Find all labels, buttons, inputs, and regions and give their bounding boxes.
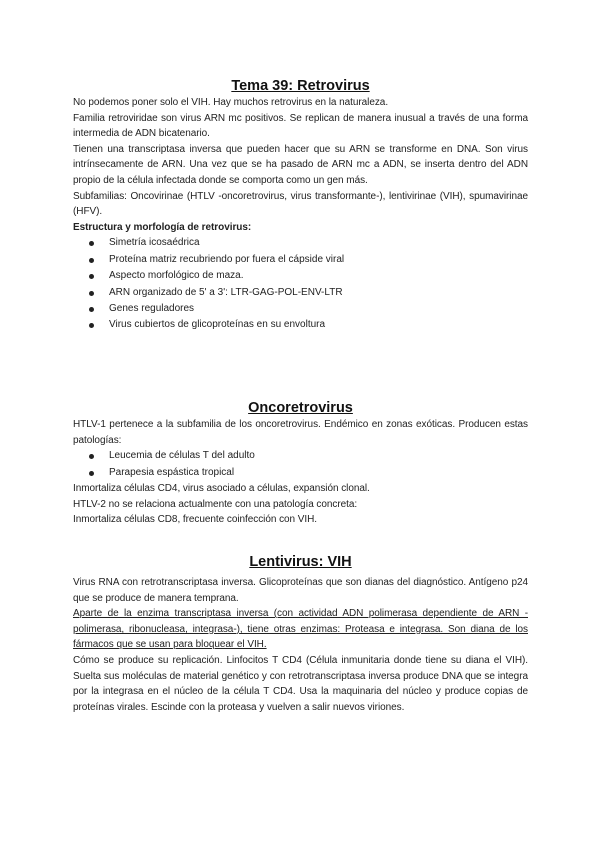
list-item-text: Simetría icosaédrica bbox=[109, 237, 200, 249]
section-title-lentivirus: Lentivirus: VIH bbox=[249, 554, 352, 570]
list-item bbox=[73, 448, 528, 464]
bullet-dot-icon bbox=[89, 454, 94, 459]
bullet-dot-icon bbox=[89, 291, 94, 296]
paragraph: Tienen una transcriptasa inversa que pueden hacer que su ARN se transforme en DNA. Son virus intrínsecamente de ARN. Una vez que se ha pasado de ARN mc a ADN, se inserta dentro del ADN propio de la célula infectada donde se comporta como un gen más. bbox=[73, 143, 528, 186]
section-title-oncoretrovirus: Oncoretrovirus bbox=[248, 400, 353, 416]
list-item bbox=[73, 465, 528, 481]
bullet-dot-icon bbox=[89, 258, 94, 263]
bullet-dot-icon bbox=[89, 274, 94, 279]
paragraph: Familia retroviridae son virus ARN mc positivos. Se replican de manera inusual a través de una forma intermedia de ADN bicatenario. bbox=[73, 112, 528, 140]
bullet-list-patologias bbox=[73, 448, 528, 481]
list-item bbox=[73, 235, 528, 251]
section-body-lentivirus bbox=[73, 575, 528, 715]
list-item bbox=[73, 301, 528, 317]
section-body-oncoretrovirus bbox=[73, 417, 528, 528]
list-item-text: Leucemia de células T del adulto bbox=[109, 450, 255, 462]
list-item-text: Aspecto morfológico de maza. bbox=[109, 270, 244, 282]
paragraph: HTLV-2 no se relaciona actualmente con una patología concreta: bbox=[73, 498, 358, 510]
section-title-retrovirus: Tema 39: Retrovirus bbox=[231, 78, 370, 94]
paragraph: Cómo se produce su replicación. Linfocitos T CD4 (Célula inmunitaria donde tiene su diana el VIH). Suelta sus moléculas de material genético y con retrotranscriptasa inversa produce DNA que se integra por la integrasa en el núcleo de la célula T CD4. Usa la maquinaria del núcleo y produce copias de proteínas virales. Escinde con la proteasa y vuelven a salir nuevos viriones. bbox=[73, 654, 528, 713]
bullet-dot-icon bbox=[89, 307, 94, 312]
paragraph: HTLV-1 pertenece a la subfamilia de los oncoretrovirus. Endémico en zonas exóticas. Producen estas patologías: bbox=[73, 419, 528, 446]
paragraph: Inmortaliza células CD8, frecuente coinfección con VIH. bbox=[73, 514, 318, 526]
list-item bbox=[73, 268, 528, 284]
list-item bbox=[73, 285, 528, 301]
section-body-retrovirus bbox=[73, 95, 528, 334]
list-item-text: Proteína matriz recubriendo por fuera el cápside viral bbox=[109, 253, 345, 265]
paragraph: Inmortaliza células CD4, virus asociado a células, expansión clonal. bbox=[73, 483, 370, 494]
paragraph: Virus RNA con retrotranscriptasa inversa. Glicoproteínas que son dianas del diagnóstico. Antígeno p24 que se produce de manera temprana. bbox=[73, 577, 528, 604]
list-item-text: ARN organizado de 5' a 3': LTR-GAG-POL-ENV-LTR bbox=[109, 286, 343, 298]
paragraph: No podemos poner solo el VIH. Hay muchos retrovirus en la naturaleza. bbox=[73, 97, 389, 108]
list-item-text: Virus cubiertos de glicoproteínas en su envoltura bbox=[109, 319, 326, 331]
paragraph-underlined: Aparte de la enzima transcriptasa inversa (con actividad ADN polimerasa dependiente de ARN -polimerasa, ribonucleasa, integrasa-), tiene otras enzimas: Proteasa e integrasa. Son diana de los fármacos que se usan para bloquear el VIH. bbox=[73, 608, 528, 651]
bullet-list-estructura bbox=[73, 235, 528, 333]
bullet-dot-icon bbox=[89, 241, 94, 246]
paragraph: Subfamilias: Oncovirinae (HTLV -oncoretrovirus, virus transformante-), lentivirinae (VIH), spumavirinae (HFV). bbox=[73, 190, 528, 218]
list-item-text: Parapesia espástica tropical bbox=[109, 466, 235, 478]
list-item bbox=[73, 317, 528, 333]
bullet-dot-icon bbox=[89, 323, 94, 328]
bullet-dot-icon bbox=[89, 471, 94, 476]
list-item bbox=[73, 252, 528, 268]
subheading-estructura: Estructura y morfología de retrovirus: bbox=[73, 221, 252, 233]
list-item-text: Genes reguladores bbox=[109, 302, 195, 314]
